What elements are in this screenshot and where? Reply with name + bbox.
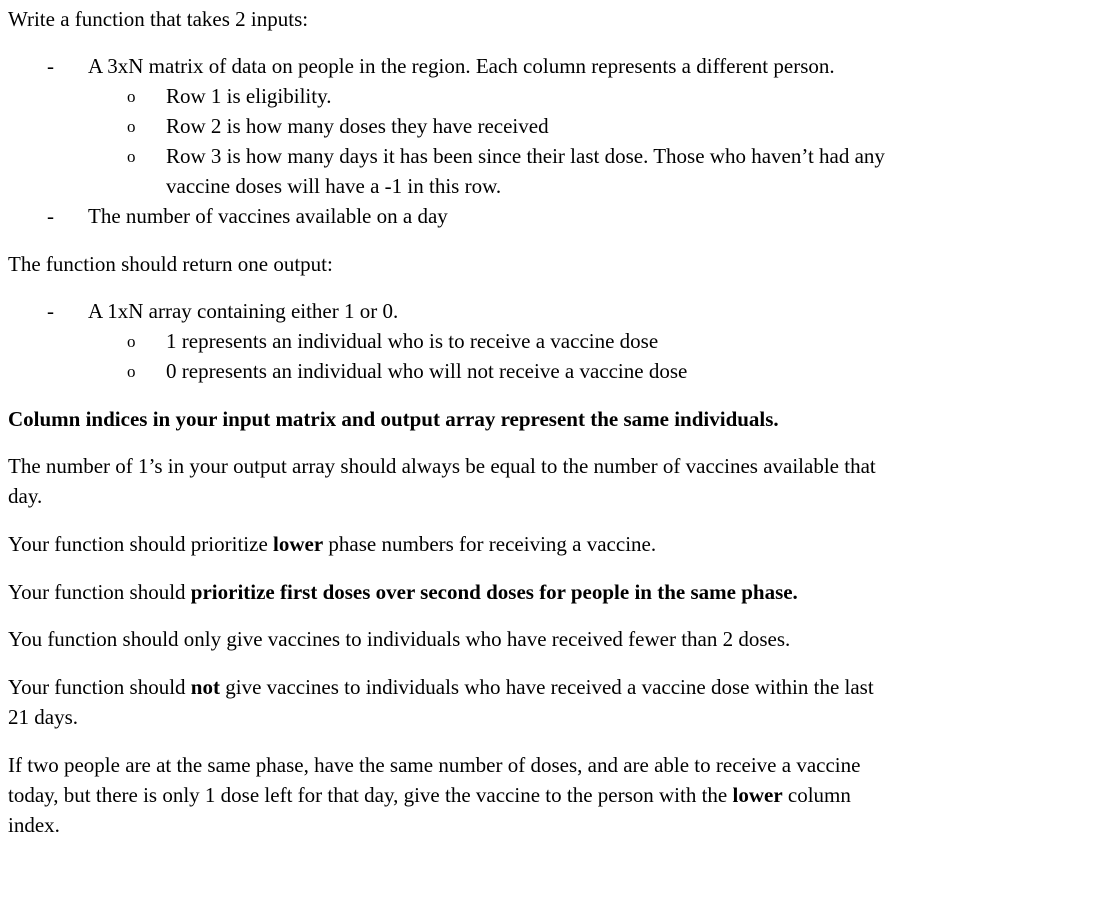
dash-bullet: -	[47, 299, 54, 323]
intro-text: Write a function that takes 2 inputs:	[8, 7, 309, 31]
row1-text: Row 1 is eligibility.	[166, 84, 332, 108]
circle-bullet: o	[127, 362, 136, 381]
days-rule-line1	[8, 672, 874, 702]
tie-rule-part: today, but there is only 1 dose left for that day, give the vaccine to the person with the	[8, 783, 733, 807]
phase-rule-part: Your function should prioritize	[8, 532, 274, 556]
output-intro-text: The function should return one output:	[8, 252, 333, 276]
days-rule-part: give vaccines to individuals who have received a vaccine dose within the last	[219, 675, 874, 699]
input-vaccines-text: The number of vaccines available on a day	[88, 204, 448, 228]
first-dose-rule-part: Your function should	[8, 580, 191, 604]
fewer-doses-rule-text: You function should only give vaccines to individuals who have received fewer than 2 doses.	[8, 627, 791, 651]
circle-bullet: o	[127, 117, 136, 136]
tie-rule-line3: index.	[8, 813, 60, 837]
first-dose-rule-bold: prioritize first doses over second doses for people in the same phase.	[190, 580, 798, 604]
phase-rule-part: phase numbers for receiving a vaccine.	[323, 532, 657, 556]
dash-bullet: -	[47, 54, 54, 78]
output-item-0: 0 represents an individual who will not receive a vaccine dose	[166, 359, 688, 383]
output-array-text: A 1xN array containing either 1 or 0.	[88, 299, 399, 323]
tie-rule-bold: lower	[732, 783, 783, 807]
circle-bullet: o	[127, 87, 136, 106]
row3-text: Row 3 is how many days it has been since their last dose. Those who haven’t had any	[166, 144, 885, 168]
count-rule-line1: The number of 1’s in your output array should always be equal to the number of vaccines available that	[8, 454, 876, 478]
first-dose-rule-text	[8, 577, 798, 607]
row3-continuation-text: vaccine doses will have a -1 in this row.	[166, 174, 502, 198]
count-rule-line2: day.	[8, 484, 43, 508]
circle-bullet: o	[127, 332, 136, 351]
days-rule-part: Your function should	[8, 675, 191, 699]
phase-rule-text	[8, 529, 656, 559]
output-item-1: 1 represents an individual who is to receive a vaccine dose	[166, 329, 659, 353]
phase-rule-bold: lower	[273, 532, 324, 556]
days-rule-bold: not	[190, 675, 220, 699]
days-rule-line2: 21 days.	[8, 705, 78, 729]
tie-rule-line1: If two people are at the same phase, have the same number of doses, and are able to receive a vaccine	[8, 753, 861, 777]
columns-rule-bold: Column indices in your input matrix and output array represent the same individuals.	[8, 407, 779, 431]
circle-bullet: o	[127, 147, 136, 166]
columns-rule-text	[8, 404, 779, 434]
dash-bullet: -	[47, 204, 54, 228]
tie-rule-line2	[8, 780, 851, 810]
input-matrix-text: A 3xN matrix of data on people in the region. Each column represents a different person.	[88, 54, 835, 78]
tie-rule-part: column	[782, 783, 851, 807]
row2-text: Row 2 is how many doses they have received	[166, 114, 549, 138]
